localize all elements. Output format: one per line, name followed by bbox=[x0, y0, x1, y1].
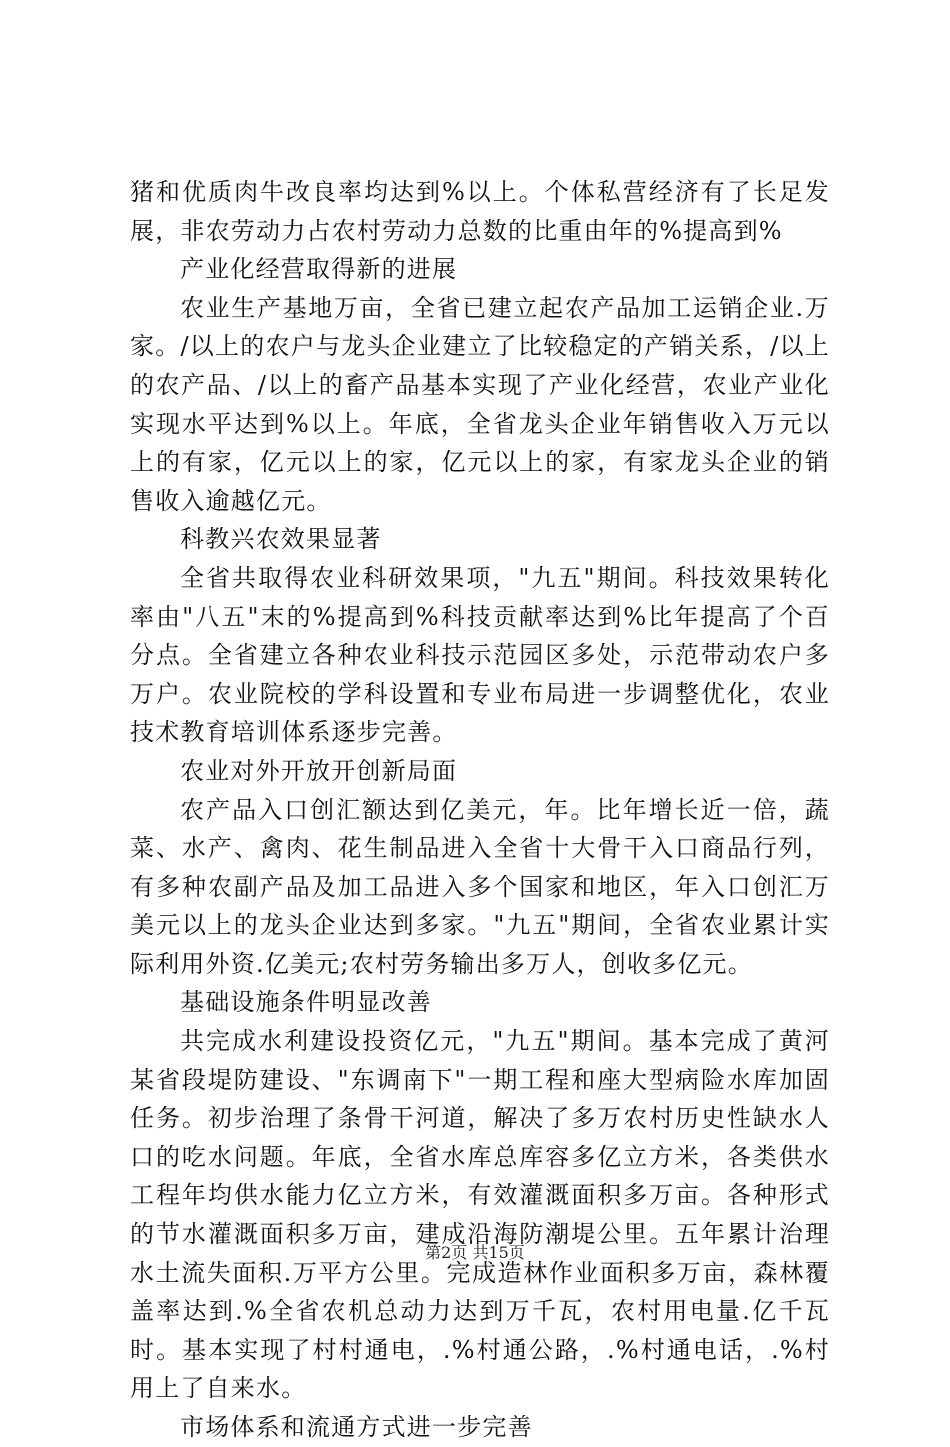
section-heading-infrastructure: 基础设施条件明显改善 bbox=[180, 988, 432, 1017]
paragraph-livestock: 猪和优质肉牛改良率均达到%以上。个体私营经济有了长足发展，非农劳动力占农村劳动力总数的比重由年的%提高到% bbox=[130, 178, 830, 245]
section-heading-market-system: 市场体系和流通方式进一步完善 bbox=[180, 1413, 533, 1441]
paragraph-opening-up: 农产品入口创汇额达到亿美元，年。比年增长近一倍，蔬菜、水产、禽肉、花生制品进入全省十大骨干入口商品行列，有多种农副产品及加工品进入多个国家和地区，年入口创汇万美元以上的龙头企业达到多家。"九五"期间，全省农业累计实际利用外资.亿美元;农村劳务输出多万人，创收多亿元。 bbox=[130, 795, 830, 978]
section-heading-science-education: 科教兴农效果显著 bbox=[180, 525, 382, 554]
paragraph-science-education: 全省共取得农业科研效果项，"九五"期间。科技效果转化率由"八五"末的%提高到%科技贡献率达到%比年提高了个百分点。全省建立各种农业科技示范园区多处，示范带动农户多万户。农业院校的学科设置和专业布局进一步调整优化，农业技术教育培训体系逐步完善。 bbox=[130, 563, 830, 747]
section-heading-opening-up: 农业对外开放开创新局面 bbox=[180, 756, 458, 785]
paragraph-infrastructure: 共完成水利建设投资亿元，"九五"期间。基本完成了黄河某省段堤防建设、"东调南下"一期工程和座大型病险水库加固任务。初步治理了条骨干河道，解决了多万农村历史性缺水人口的吃水问题。年底，全省水库总库容多亿立方米，各类供水工程年均供水能力亿立方米，有效灌溉面积多万亩。各种形式的节水灌溉面积多万亩，建成沿海防潮堤公里。五年累计治理水土流失面积.万平方公里。完成造林作业面积多万亩，森林覆盖率达到.%全省农机总动力达到万千瓦，农村用电量.亿千瓦时。基本实现了村村通电，.%村通公路，.%村通电话，.%村用上了自来水。 bbox=[130, 1027, 830, 1403]
paragraph-industrialization: 农业生产基地万亩，全省已建立起农产品加工运销企业.万家。/以上的农户与龙头企业建立了比较稳定的产销关系，/以上的农产品、/以上的畜产品基本实现了产业化经营，农业产业化实现水平达到%以上。年底，全省龙头企业年销售收入万元以上的有家，亿元以上的家，亿元以上的家，有家龙头企业的销售收入逾越亿元。 bbox=[130, 293, 830, 515]
page-footer: 第2页 共15页 bbox=[425, 1243, 525, 1262]
section-heading-industrialization: 产业化经营取得新的进展 bbox=[180, 255, 458, 284]
